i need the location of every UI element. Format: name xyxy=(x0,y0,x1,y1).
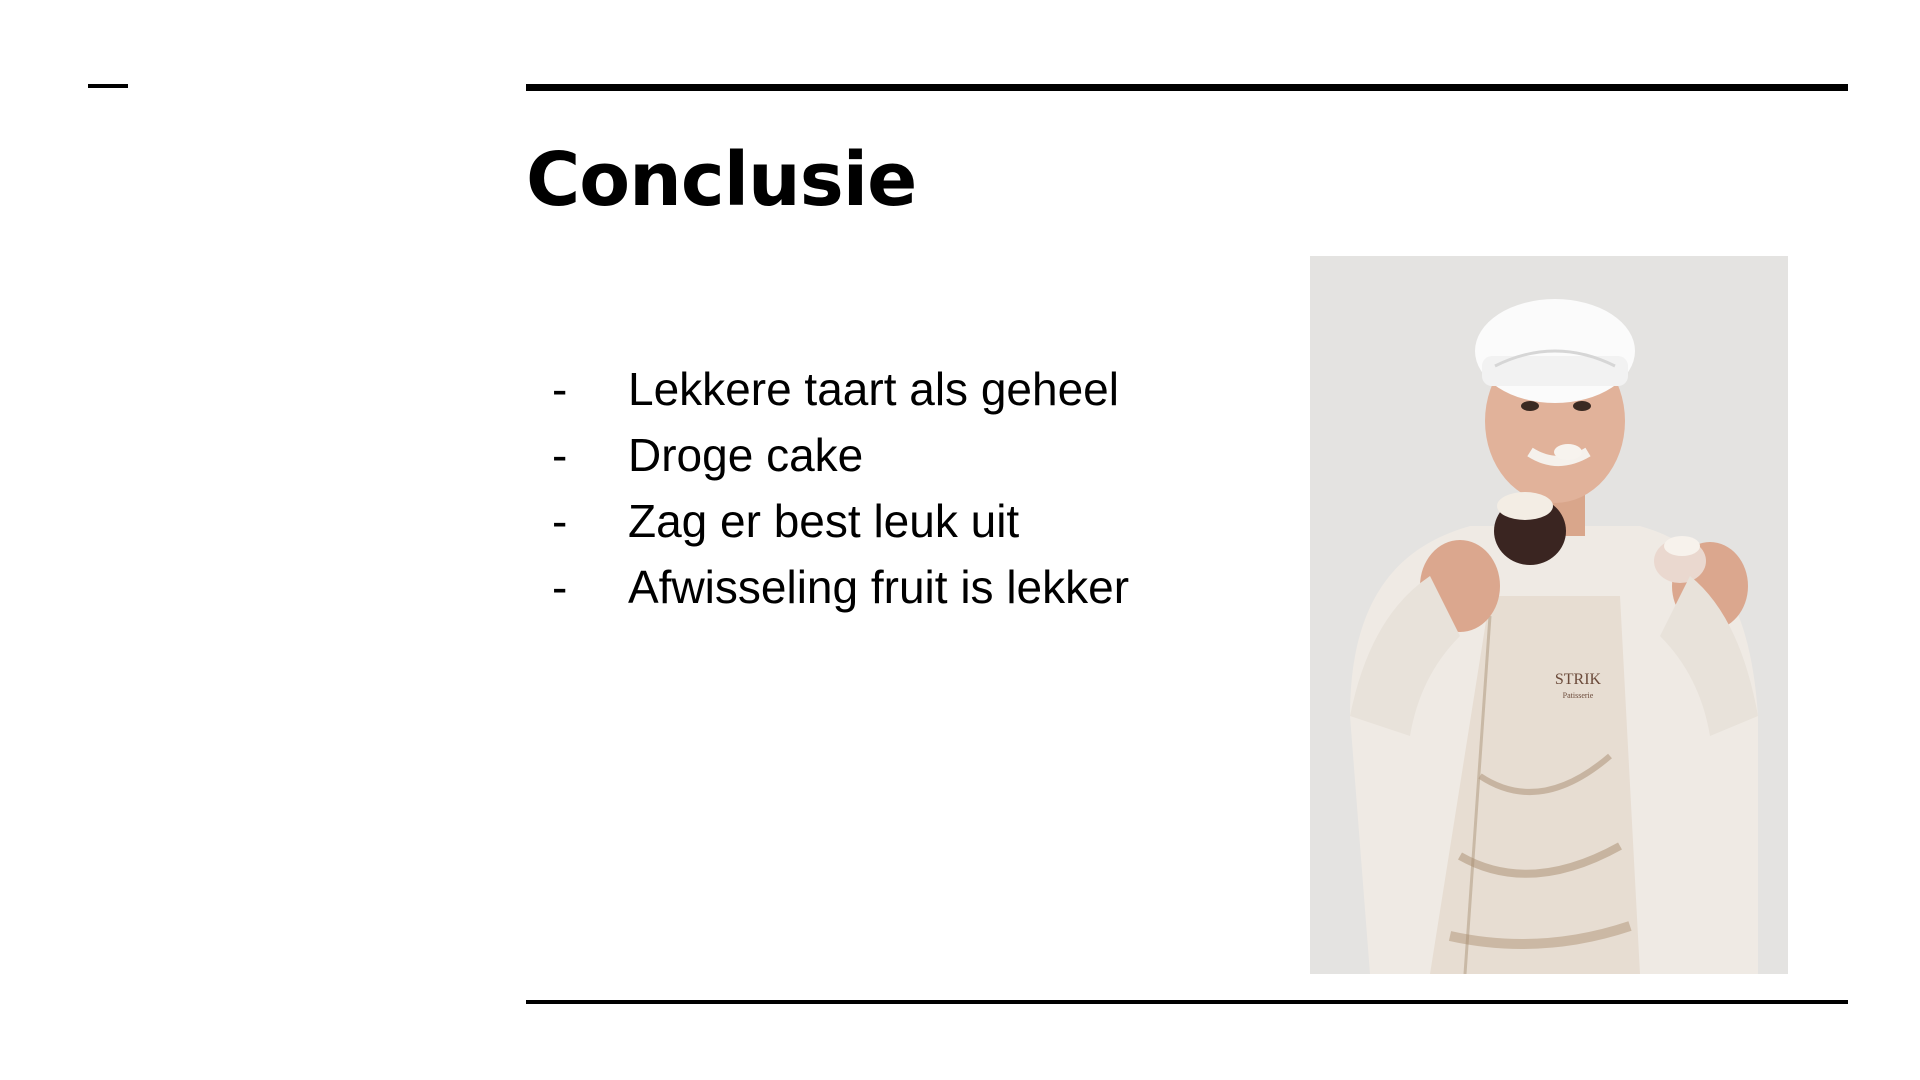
baker-illustration xyxy=(1310,256,1788,974)
corner-dash xyxy=(88,84,128,88)
top-rule xyxy=(526,84,1848,91)
apron-logo-sub: Patisserie xyxy=(1562,691,1594,700)
bullet-item xyxy=(552,356,1129,422)
bullet-text: Droge cake xyxy=(628,429,864,481)
bullet-item xyxy=(552,488,1129,554)
bottom-rule xyxy=(526,1000,1848,1004)
bullet-text: Zag er best leuk uit xyxy=(628,495,1020,547)
bullet-list xyxy=(552,356,1129,620)
bullet-text: Afwisseling fruit is lekker xyxy=(628,561,1130,613)
baker-photo xyxy=(1310,256,1788,974)
bullet-item xyxy=(552,422,1129,488)
apron-logo: STRIK xyxy=(1554,671,1602,688)
bullet-marker: - xyxy=(552,429,568,481)
slide-title: Conclusie xyxy=(526,137,917,223)
bullet-marker: - xyxy=(552,495,568,547)
bullet-marker: - xyxy=(552,363,568,415)
bullet-item xyxy=(552,554,1129,620)
bullet-marker: - xyxy=(552,561,568,613)
bullet-text: Lekkere taart als geheel xyxy=(628,363,1119,415)
